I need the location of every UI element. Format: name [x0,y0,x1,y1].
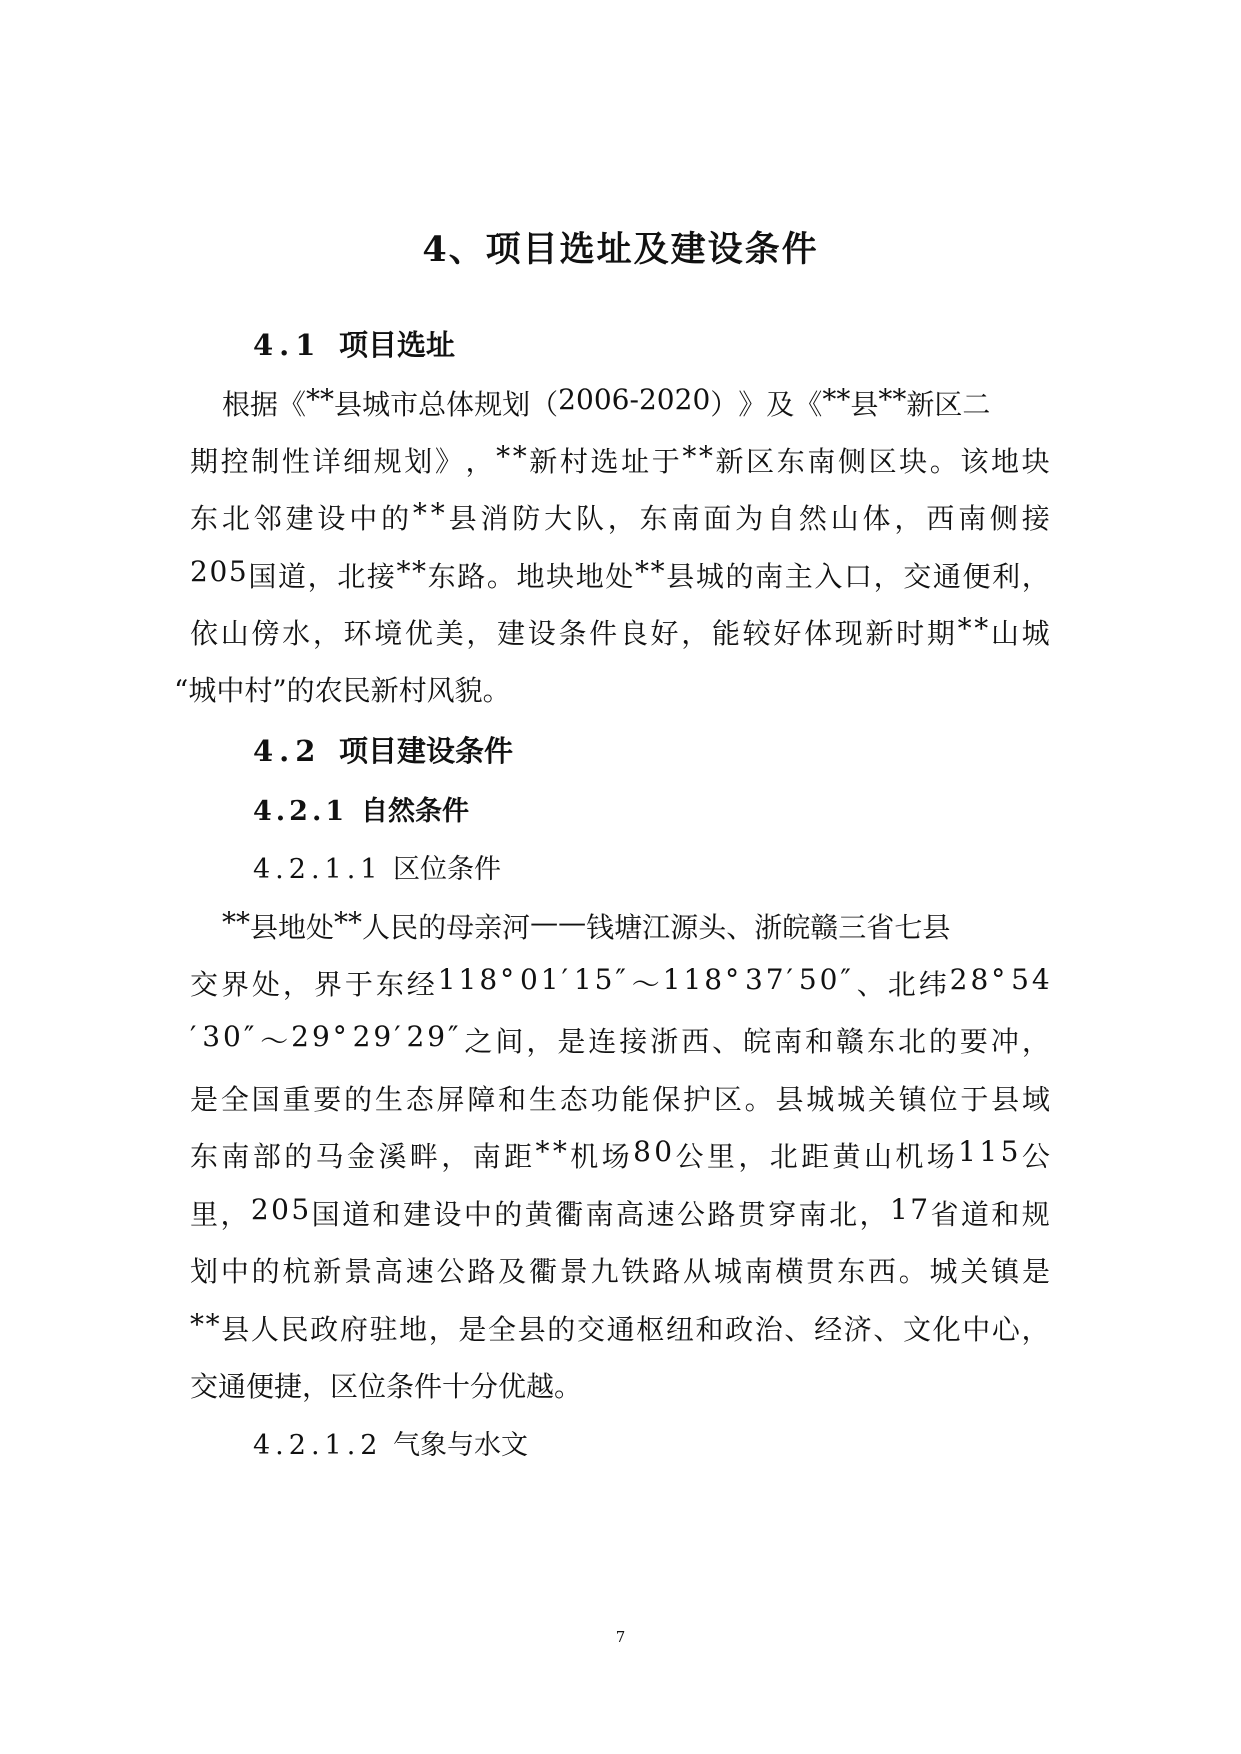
paragraph-line: * * 县 人 民 政 府 驻 地 ， 是 全 县 的 交 通 枢 纽 和 政 治 、 经 济 、 文 化 中 心 ， [190,1308,1050,1346]
paragraph-line: 划 中 的 杭 新 景 高 速 公 路 及 衢 景 九 铁 路 从 城 南 横 贯 东 西 。 城 关 镇 是 [190,1255,1050,1288]
subsubsection-title: 气象与水文 [393,1430,528,1461]
subsubsection-number: 4.2.1.2 [253,1430,383,1461]
section-heading-4-1 [253,323,455,364]
subsection-number: 4.2.1 [253,796,349,827]
subsubsection-number: 4.2.1.1 [253,854,383,885]
paragraph-line: 东 南 部 的 马 金 溪 畔 ， 南 距 * * 机 场 8 0 公 里 ， 北 距 黄 山 机 场 1 1 5 公 [190,1135,1050,1173]
section-number: 4.1 [253,328,322,362]
paragraph-line: 是 全 国 重 要 的 生 态 屏 障 和 生 态 功 能 保 护 区 。 县 城 城 关 镇 位 于 县 域 [190,1083,1050,1116]
page-number: 7 [615,1628,626,1646]
paragraph-line: * * 县 地 处 * * 人 民 的 母 亲 河 — — 钱 塘 江 源 头 、 浙 皖 赣 三 省 七 县 [222,906,951,944]
paragraph-line: 根 据 《 * * 县 城 市 总 体 规 划 （ 2 0 0 6 - 2 0 2 0 ） 》 及 《 * * 县 * * 新 区 二 [222,383,991,421]
section-title: 项目选址 [339,328,456,362]
section-heading-4-2 [253,729,513,770]
chapter-title: 4、项目选址及建设条件 [422,229,819,270]
subsection-title: 自然条件 [361,796,469,827]
subsubsection-heading-4-2-1-1 [253,847,501,886]
paragraph-line: “城中村”的农民新村风貌。 [174,674,511,707]
paragraph-line: 里 ， 2 0 5 国 道 和 建 设 中 的 黄 衢 南 高 速 公 路 贯 穿 南 北 ， 1 7 省 道 和 规 [190,1193,1050,1231]
paragraph-line: 交通便捷，区位条件十分优越。 [190,1370,583,1403]
paragraph-line: 东 北 邻 建 设 中 的 * * 县 消 防 大 队 ， 东 南 面 为 自 然 山 体 ， 西 南 侧 接 [190,497,1050,535]
subsection-heading-4-2-1 [253,789,469,828]
paragraph-line: 期 控 制 性 详 细 规 划 》 ， * * 新 村 选 址 于 * * 新 区 东 南 侧 区 块 。 该 地 块 [190,440,1050,478]
paragraph-line: 2 0 5 国 道 ， 北 接 * * 东 路 。 地 块 地 处 * * 县 城 的 南 主 入 口 ， 交 通 便 利 ， [190,555,1050,593]
subsubsection-title: 区位条件 [393,854,501,885]
paragraph-line: ′ 3 0 ″ ～ 2 9 ° 2 9 ′ 2 9 ″ 之 间 ， 是 连 接 浙 西 、 皖 南 和 赣 东 北 的 要 冲 ， [190,1020,1050,1058]
section-title: 项目建设条件 [339,734,514,768]
subsubsection-heading-4-2-1-2 [253,1423,528,1462]
section-number: 4.2 [253,734,322,768]
paragraph-line: 交 界 处 ， 界 于 东 经 1 1 8 ° 0 1 ′ 1 5 ″ ～ 1 1 8 ° 3 7 ′ 5 0 ″ 、 北 纬 2 8 ° 5 4 [190,963,1050,1001]
paragraph-line: 依 山 傍 水 ， 环 境 优 美 ， 建 设 条 件 良 好 ， 能 较 好 体 现 新 时 期 * * 山 城 [190,612,1050,650]
